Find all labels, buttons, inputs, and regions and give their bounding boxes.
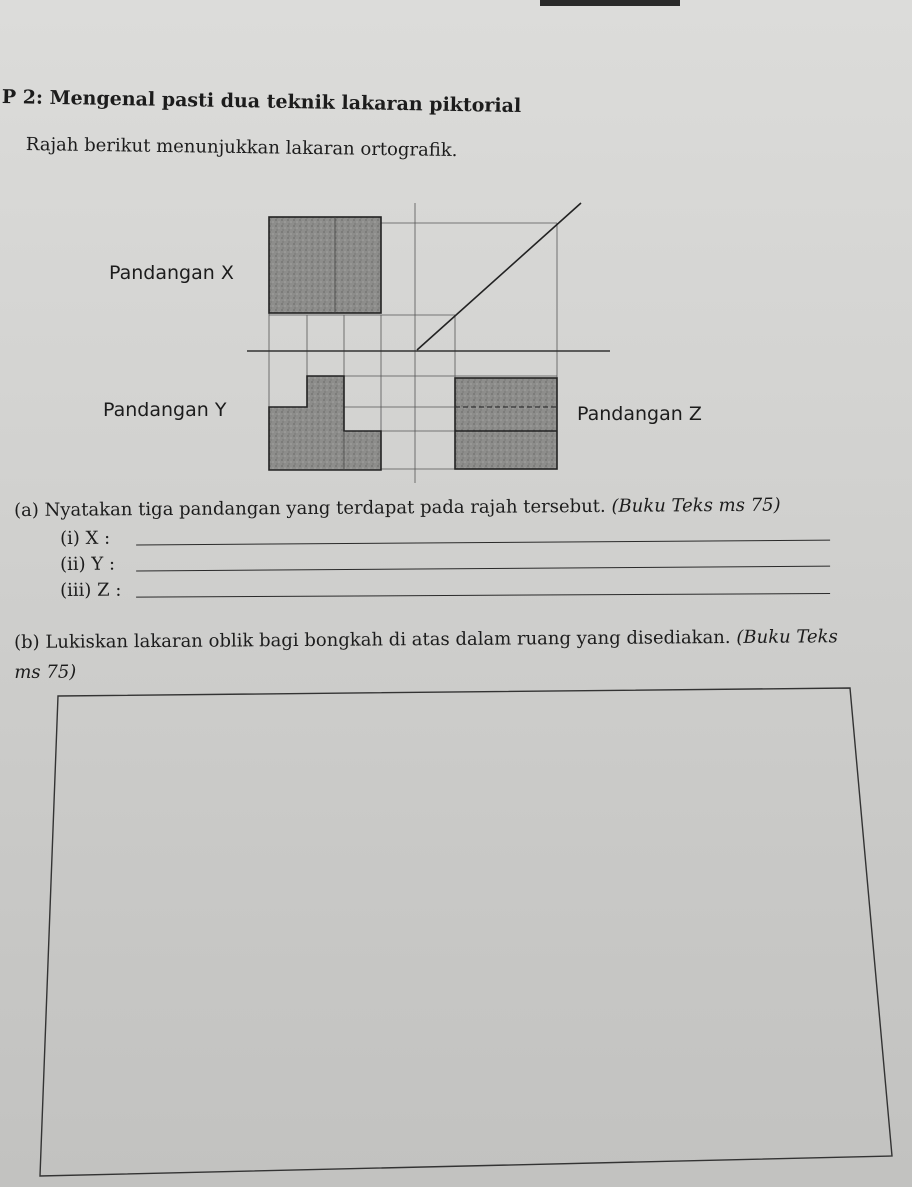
orthographic-diagram xyxy=(95,195,755,495)
view-z-shape xyxy=(455,378,557,469)
intro-text: Rajah berikut menunjukkan lakaran ortografik. xyxy=(25,134,458,162)
question-b-number: (b) xyxy=(14,631,40,653)
view-y-shape xyxy=(269,376,381,470)
answer-blank-z[interactable] xyxy=(136,577,830,598)
question-b-reference: (Buku Teks ms 75) xyxy=(14,626,838,683)
sketch-answer-box[interactable] xyxy=(36,678,906,1178)
mitre-line xyxy=(417,203,581,350)
answer-label-z: (iii) Z : xyxy=(60,579,122,601)
answer-label-y: (ii) Y : xyxy=(60,553,116,575)
question-a xyxy=(14,495,781,521)
question-b-text: Lukiskan lakaran oblik bagi bongkah di atas dalam ruang yang disediakan. xyxy=(45,626,731,653)
label-view-z: Pandangan Z xyxy=(577,403,702,425)
question-a-text: Nyatakan tiga pandangan yang terdapat pada rajah tersebut. xyxy=(44,495,606,521)
page-top-edge xyxy=(540,0,680,6)
answer-blank-x[interactable] xyxy=(136,524,830,546)
label-view-x: Pandangan X xyxy=(109,262,234,284)
label-view-y: Pandangan Y xyxy=(103,399,227,421)
view-x-shape xyxy=(269,217,381,313)
answer-row-y xyxy=(60,549,830,575)
answer-row-z xyxy=(60,576,830,601)
question-a-reference: (Buku Teks ms 75) xyxy=(611,494,781,517)
section-title: P 2: Mengenal pasti dua teknik lakaran piktorial xyxy=(1,86,522,118)
answer-label-x: (i) X : xyxy=(60,527,111,549)
answer-row-x xyxy=(60,523,830,549)
answer-blank-y[interactable] xyxy=(136,550,830,572)
question-a-number: (a) xyxy=(14,499,39,521)
